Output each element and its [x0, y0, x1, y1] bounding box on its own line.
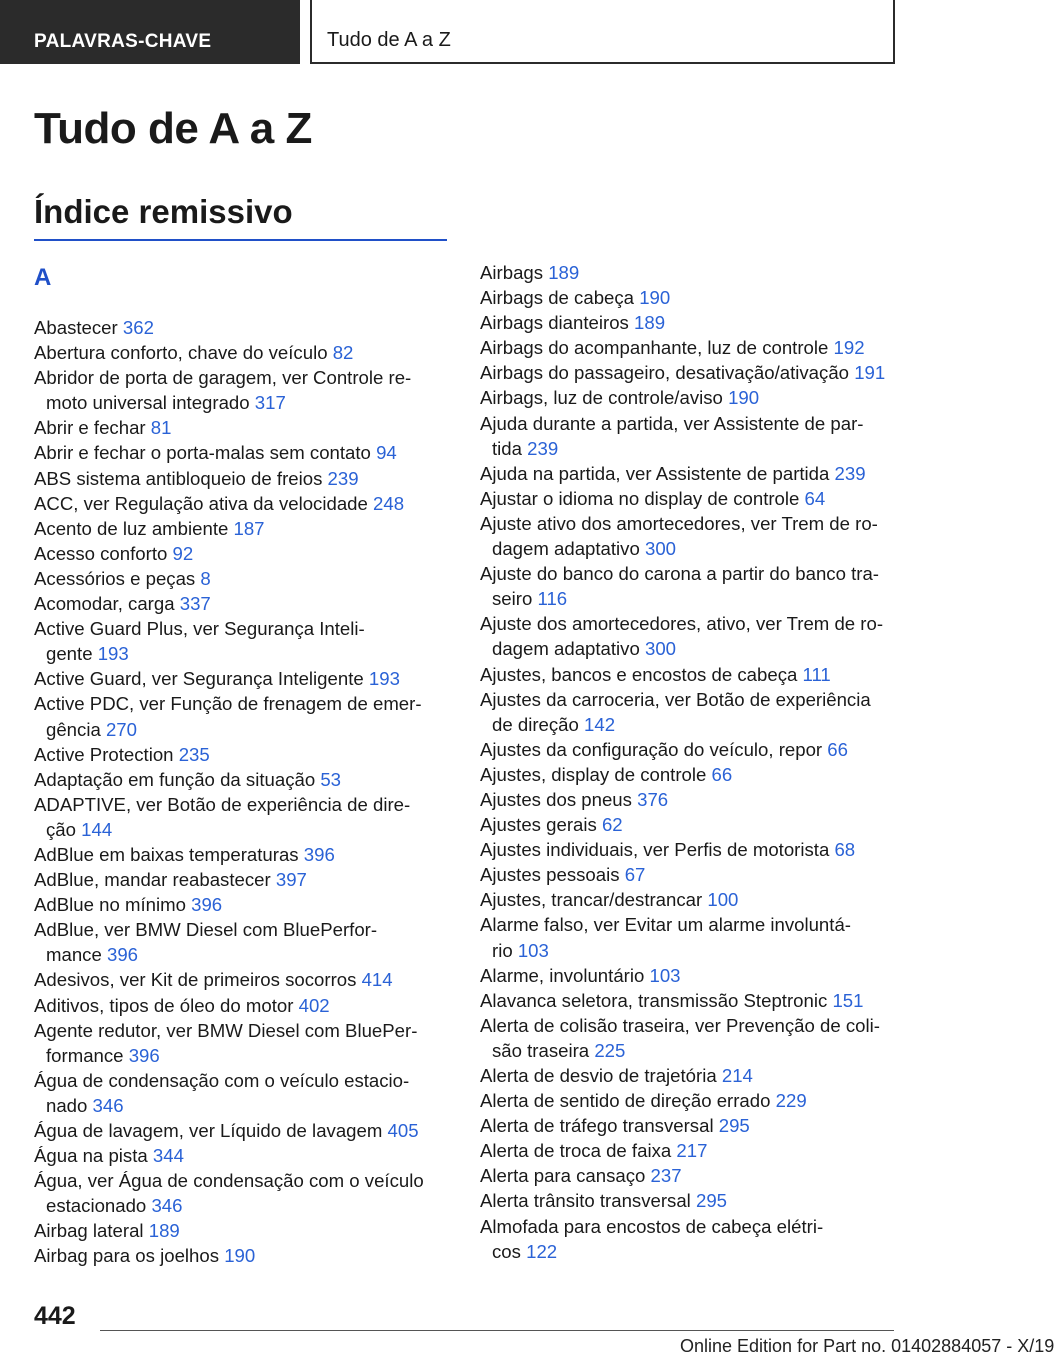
index-entry — [480, 1163, 900, 1188]
page-link[interactable]: 229 — [775, 1090, 807, 1112]
index-entry — [34, 516, 449, 541]
index-entry-text: Ajustes dos pneus — [480, 788, 632, 810]
index-entry — [34, 566, 449, 591]
page-link[interactable]: 62 — [601, 814, 623, 836]
index-entry-text: dagem adaptativo — [492, 538, 640, 560]
index-entry — [34, 892, 449, 917]
index-entry-text: Alerta trânsito transversal — [480, 1190, 691, 1212]
page-link[interactable]: 337 — [179, 593, 211, 615]
index-entry — [34, 1118, 449, 1143]
index-entry — [480, 687, 900, 737]
page-link[interactable]: 192 — [833, 337, 865, 359]
index-entry — [34, 1018, 449, 1068]
chapter-tab[interactable]: Tudo de A a Z — [310, 0, 895, 64]
page-link[interactable]: 116 — [537, 588, 568, 610]
page-number: 442 — [34, 1302, 76, 1330]
index-entry-text: Água de condensação com o veículo estacio- — [34, 1069, 410, 1091]
index-entry-text: Ajustes, bancos e encostos de cabeça — [480, 663, 798, 685]
index-entry-text: gência — [46, 718, 101, 740]
index-entry — [34, 842, 449, 867]
index-entry-text: AdBlue, ver BMW Diesel com BluePerfor- — [34, 919, 378, 941]
page-link[interactable]: 396 — [191, 894, 223, 916]
page-link[interactable]: 239 — [527, 437, 559, 459]
page-link[interactable]: 103 — [517, 939, 549, 961]
index-entry-text: Alerta para cansaço — [480, 1165, 646, 1187]
index-entry-text: tida — [492, 437, 522, 459]
index-entry — [34, 742, 449, 767]
page-link[interactable]: 122 — [526, 1240, 558, 1262]
index-entry-text: Ajuste do banco do carona a partir do banco tra- — [480, 563, 879, 585]
page-link[interactable]: 94 — [376, 442, 397, 464]
page-link[interactable]: 405 — [387, 1120, 419, 1141]
index-entry-text: Airbags do passageiro, desativação/ativação — [480, 362, 850, 384]
index-entry — [34, 1143, 449, 1168]
index-entry-text: Airbags dianteiros — [480, 312, 629, 334]
index-entry-text: Agente redutor, ver BMW Diesel com BluePer- — [34, 1019, 418, 1041]
index-entry — [480, 486, 900, 511]
index-entry-text: Active PDC, ver Função de frenagem de emer- — [34, 693, 422, 715]
page-link[interactable]: 396 — [128, 1044, 160, 1066]
index-entry-text: cos — [492, 1240, 521, 1262]
page-link[interactable]: 111 — [802, 663, 831, 685]
index-entry-text: são traseira — [492, 1039, 590, 1061]
page-link[interactable]: 187 — [233, 517, 265, 539]
index-entry-text: Alarme, involuntário — [480, 964, 645, 986]
index-entry-text: Ajustes da carroceria, ver Botão de experiência — [480, 688, 871, 710]
index-entry — [480, 737, 900, 762]
index-entry-text: Abrir e fechar o porta-malas sem contato — [34, 442, 371, 464]
index-entry — [34, 415, 449, 440]
index-entry — [480, 310, 900, 335]
index-entry-text: estacionado — [46, 1195, 147, 1217]
index-entry — [480, 411, 900, 461]
index-entry-text: Água, ver Água de condensação com o veículo — [34, 1170, 424, 1192]
index-entry — [34, 666, 449, 691]
index-entry — [34, 1068, 449, 1118]
index-entry-text: Acessórios e peças — [34, 567, 196, 589]
index-entry-text: Ajuste dos amortecedores, ativo, ver Trem de ro- — [480, 613, 884, 635]
index-entry — [480, 812, 900, 837]
page-link[interactable]: 66 — [827, 738, 848, 760]
page-link[interactable]: 295 — [696, 1190, 728, 1212]
index-entry — [480, 260, 900, 285]
index-entry — [34, 491, 449, 516]
page-link[interactable]: 237 — [650, 1165, 682, 1187]
index-entry-text: Acento de luz ambiente — [34, 517, 229, 539]
index-entry-text: Ajustes, display de controle — [480, 763, 707, 785]
index-entry — [480, 611, 900, 661]
page-link[interactable]: 193 — [368, 668, 400, 690]
page-link[interactable]: 402 — [298, 994, 330, 1016]
page-link[interactable]: 346 — [151, 1195, 183, 1217]
page-link[interactable]: 217 — [676, 1140, 708, 1162]
index-entry-text: Alerta de troca de faixa — [480, 1140, 672, 1162]
index-entry — [480, 1063, 900, 1088]
index-entry-text: dagem adaptativo — [492, 638, 640, 660]
index-entry — [480, 988, 900, 1013]
page-link[interactable]: 67 — [624, 864, 646, 886]
index-entry-text: Alerta de desvio de trajetória — [480, 1065, 717, 1086]
page-link[interactable]: 191 — [854, 362, 886, 384]
index-entry — [480, 862, 900, 887]
index-entry — [34, 591, 449, 616]
page-link[interactable]: 103 — [649, 964, 681, 986]
index-entry-text: Airbag lateral — [34, 1220, 144, 1242]
page-link[interactable]: 8 — [200, 567, 211, 589]
header-bar — [0, 0, 960, 66]
index-entry-text: Alerta de colisão traseira, ver Prevenção de coli- — [480, 1014, 880, 1036]
page-link[interactable]: 225 — [594, 1039, 626, 1061]
index-entry — [480, 461, 900, 486]
index-entry — [480, 662, 900, 687]
index-entry — [34, 917, 449, 967]
index-entry — [480, 912, 900, 962]
index-entry-text: Ajustes individuais, ver Perfis de motorista — [480, 839, 830, 861]
index-entry — [480, 1138, 900, 1163]
index-entry-text: Abrir e fechar — [34, 417, 146, 439]
index-entry — [34, 1168, 449, 1218]
index-entry — [34, 867, 449, 892]
index-entry-text: Ajuda durante a partida, ver Assistente de par- — [480, 412, 864, 434]
index-entry-text: Adesivos, ver Kit de primeiros socorros — [34, 969, 357, 991]
index-entry-text: Active Guard, ver Segurança Inteligente — [34, 668, 364, 690]
index-entry-text: AdBlue em baixas temperaturas — [34, 843, 299, 865]
page-link[interactable]: 66 — [711, 763, 733, 785]
index-entry — [480, 1113, 900, 1138]
index-entry — [480, 1188, 900, 1213]
page-link[interactable]: 396 — [303, 843, 335, 865]
footer-divider — [100, 1330, 894, 1331]
index-entry — [480, 1214, 900, 1264]
page-link[interactable]: 295 — [718, 1115, 750, 1137]
index-entry — [480, 787, 900, 812]
index-entry — [480, 1013, 900, 1063]
page-link[interactable]: 142 — [584, 713, 616, 735]
index-entry-text: formance — [46, 1044, 124, 1066]
index-entry — [480, 887, 900, 912]
index-entry — [480, 561, 900, 611]
index-entry-text: Ajuste ativo dos amortecedores, ver Trem de ro- — [480, 512, 878, 534]
footer-edition: Online Edition for Part no. 01402884057 - X/19 — [680, 1336, 1054, 1356]
index-entry-text: Água de lavagem, ver Líquido de lavagem — [34, 1120, 383, 1141]
index-entry-text: Alarme falso, ver Evitar um alarme involuntá- — [480, 914, 851, 936]
page-link[interactable]: 92 — [172, 542, 194, 564]
index-entry — [480, 385, 900, 410]
index-entry-text: Airbag para os joelhos — [34, 1245, 220, 1267]
page-link[interactable]: 344 — [152, 1145, 184, 1167]
index-entry-text: Abridor de porta de garagem, ver Controle re- — [34, 367, 412, 389]
index-entry-text: Ajustes gerais — [480, 814, 597, 836]
page-link[interactable]: 190 — [224, 1245, 256, 1267]
page-link[interactable]: 317 — [254, 392, 286, 414]
index-entry — [480, 285, 900, 310]
page-link[interactable]: 214 — [721, 1065, 753, 1086]
index-entry-text: Airbags de cabeça — [480, 287, 635, 309]
index-entry — [34, 315, 449, 340]
index-entry-text: de direção — [492, 713, 579, 735]
index-entry — [480, 837, 900, 862]
index-entry — [34, 466, 449, 491]
index-entry-text: rio — [492, 939, 513, 961]
page-link[interactable]: 151 — [832, 989, 864, 1011]
index-entry-text: Airbags do acompanhante, luz de controle — [480, 337, 829, 359]
index-entry — [480, 511, 900, 561]
index-entry — [34, 541, 449, 566]
page-link[interactable]: 190 — [639, 287, 671, 309]
index-entry-text: Alavanca seletora, transmissão Steptronic — [480, 989, 828, 1011]
page-link[interactable]: 239 — [327, 467, 359, 489]
index-entry — [480, 762, 900, 787]
index-entry-text: Acomodar, carga — [34, 593, 175, 615]
page-link[interactable]: 300 — [645, 538, 677, 560]
page-link[interactable]: 189 — [148, 1220, 180, 1242]
page-link[interactable]: 300 — [645, 638, 677, 660]
page-link[interactable]: 239 — [834, 462, 866, 484]
index-entry — [34, 691, 449, 741]
index-entry-text: Aditivos, tipos de óleo do motor — [34, 994, 294, 1016]
page-link[interactable]: 190 — [728, 387, 760, 409]
index-entry-text: Acesso conforto — [34, 542, 168, 564]
page-link[interactable]: 397 — [275, 869, 307, 891]
index-entry-text: Airbags — [480, 262, 544, 283]
page-link[interactable]: 64 — [804, 487, 826, 509]
index-entry-text: Alerta de sentido de direção errado — [480, 1090, 771, 1112]
index-entry — [34, 616, 449, 666]
index-entry-text: Alerta de tráfego transversal — [480, 1115, 714, 1137]
index-entry — [480, 335, 900, 360]
index-entry — [34, 365, 449, 415]
page-link[interactable]: 81 — [150, 417, 172, 439]
index-entry — [34, 440, 449, 465]
index-entry — [34, 1243, 449, 1268]
index-entry-text: AdBlue, mandar reabastecer — [34, 869, 271, 891]
section-title: Índice remissivo — [34, 193, 293, 230]
index-letter-heading: A — [34, 264, 52, 291]
index-entry-text: seiro — [492, 588, 533, 610]
page-link[interactable]: 235 — [178, 743, 210, 765]
index-entry-text: ACC, ver Regulação ativa da velocidade — [34, 492, 368, 514]
index-column-right — [480, 260, 900, 1264]
page-link[interactable]: 100 — [707, 889, 739, 911]
page-link[interactable]: 144 — [81, 818, 113, 840]
index-entry — [480, 963, 900, 988]
index-entry — [34, 340, 449, 365]
page-link[interactable]: 53 — [320, 768, 342, 790]
index-entry-text: Ajuda na partida, ver Assistente de partida — [480, 462, 830, 484]
page-link[interactable]: 362 — [122, 317, 154, 338]
page-link[interactable]: 346 — [92, 1094, 124, 1116]
page-link[interactable]: 248 — [373, 492, 405, 514]
index-entry — [480, 1088, 900, 1113]
index-entry-text: gente — [46, 643, 93, 665]
index-entry — [34, 792, 449, 842]
page-link[interactable]: 414 — [361, 969, 393, 991]
index-entry-text: AdBlue no mínimo — [34, 894, 186, 916]
index-entry-text: Ajustes, trancar/destrancar — [480, 889, 703, 911]
index-entry-text: Abertura conforto, chave do veículo — [34, 342, 328, 364]
page-link[interactable]: 193 — [97, 643, 129, 665]
index-entry-text: Abastecer — [34, 317, 118, 338]
index-entry-text: mance — [46, 944, 102, 966]
index-entry-text: moto universal integrado — [46, 392, 250, 414]
index-entry-text: ABS sistema antibloqueio de freios — [34, 467, 323, 489]
index-entry-text: Almofada para encostos de cabeça elétri- — [480, 1215, 824, 1237]
index-entry-text: Active Protection — [34, 743, 174, 765]
index-entry-text: Ajustes da configuração do veículo, repor — [480, 738, 823, 760]
index-entry — [480, 360, 900, 385]
page-link[interactable]: 82 — [332, 342, 354, 364]
page-link[interactable]: 189 — [548, 262, 580, 283]
index-entry-text: Ajustar o idioma no display de controle — [480, 487, 800, 509]
index-entry-text: Adaptação em função da situação — [34, 768, 316, 790]
page-title: Tudo de A a Z — [34, 104, 312, 153]
index-entry — [34, 767, 449, 792]
page-link[interactable]: 270 — [105, 718, 137, 740]
page-link[interactable]: 376 — [637, 788, 669, 810]
index-entry-text: Água na pista — [34, 1145, 148, 1167]
index-entry-text: ção — [46, 818, 76, 840]
index-entry-text: ADAPTIVE, ver Botão de experiência de dire- — [34, 793, 411, 815]
index-entry-text: Airbags, luz de controle/aviso — [480, 387, 723, 409]
section-divider — [34, 239, 447, 241]
index-entry-text: Active Guard Plus, ver Segurança Inteli- — [34, 618, 365, 640]
index-entry — [34, 967, 449, 992]
page-link[interactable]: 68 — [834, 839, 856, 861]
index-entry-text: Ajustes pessoais — [480, 864, 620, 886]
section-tab[interactable]: PALAVRAS-CHAVE — [0, 0, 300, 64]
index-entry-text: nado — [46, 1094, 88, 1116]
page-link[interactable]: 189 — [634, 312, 666, 334]
index-entry — [34, 1218, 449, 1243]
index-column-left — [34, 315, 449, 1269]
index-entry — [34, 993, 449, 1018]
page-link[interactable]: 396 — [106, 944, 139, 966]
